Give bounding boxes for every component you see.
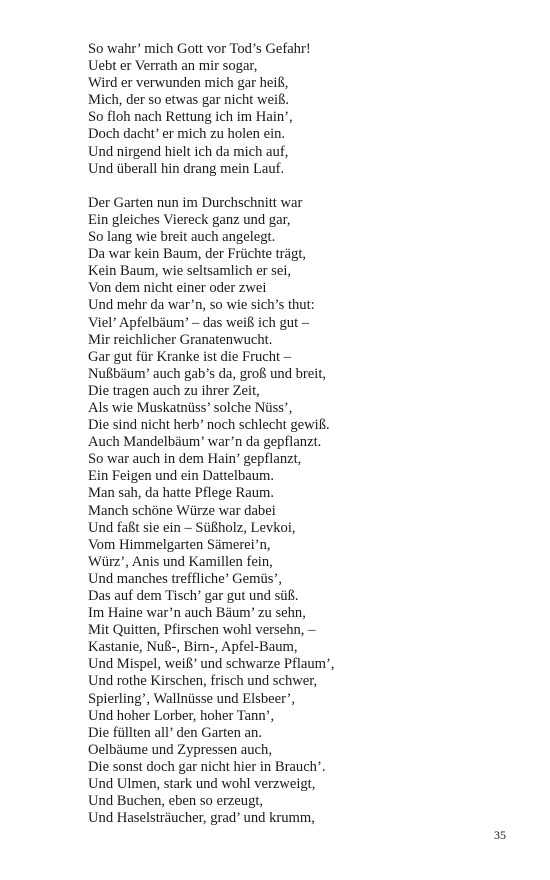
verse-line: Ein Feigen und ein Dattelbaum. [88,468,275,485]
verse-line: Vom Himmelgarten Sämerei’n, [88,536,271,553]
verse-line: Im Haine war’n auch Bäum’ zu sehn, [88,605,306,622]
verse-line: Und faßt sie ein – Süßholz, Levkoi, [88,519,296,536]
verse-line: Und nirgend hielt ich da mich auf, [88,143,289,160]
verse-line: So lang wie breit auch angelegt. [88,229,276,246]
verse-line: Die sonst doch gar nicht hier in Brauch’. [88,758,326,775]
verse-line: Würz’, Anis und Kamillen fein, [88,553,273,570]
verse-line: Und hoher Lorber, hoher Tann’, [88,707,275,724]
verse-line: Viel’ Apfelbäum’ – das weiß ich gut – [88,314,310,331]
verse-line: Mich, der so etwas gar nicht weiß. [88,92,290,109]
verse-line: Der Garten nun im Durchschnitt war [88,194,303,211]
verse-line: So wahr’ mich Gott vor Tod’s Gefahr! [88,41,311,57]
verse-line: Und rothe Kirschen, frisch und schwer, [88,673,318,690]
verse-line: Auch Mandelbäum’ war’n da gepflanzt. [88,434,322,451]
verse-line: So war auch in dem Hain’ gepflanzt, [88,451,302,468]
verse-line: Gar gut für Kranke ist die Frucht – [88,348,292,365]
verse-line: Man sah, da hatte Pflege Raum. [88,485,275,502]
verse-line: So floh nach Rettung ich im Hain’, [88,109,293,126]
verse-line: Uebt er Verrath an mir sogar, [88,58,258,75]
stanza-2 [88,195,528,827]
verse-line: Kastanie, Nuß-, Birn-, Apfel-Baum, [88,639,298,656]
verse-line: Als wie Muskatnüss’ solche Nüss’, [88,399,293,416]
poem-text [88,41,528,827]
verse-line: Und manches treffliche’ Gemüs’, [88,570,282,587]
verse-line: Mit Quitten, Pfirschen wohl versehn, – [88,622,316,639]
verse-line: Und Buchen, eben so erzeugt, [88,793,264,810]
verse-line: Das auf dem Tisch’ gar gut und süß. [88,588,299,604]
verse-line: Da war kein Baum, der Früchte trägt, [88,246,307,263]
verse-line: Und Mispel, weiß’ und schwarze Pflaum’, [88,656,335,673]
verse-line: Und Haselsträucher, grad’ und krumm, [88,810,315,827]
verse-line: Und mehr da war’n, so wie sich’s thut: [88,297,315,314]
verse-line: Wird er verwunden mich gar heiß, [88,75,289,92]
verse-line: Die füllten all’ den Garten an. [88,724,262,741]
verse-line: Oelbäume und Zypressen auch, [88,741,272,758]
verse-line: Spierling’, Wallnüsse und Elsbeer’, [88,690,296,707]
verse-line: Die sind nicht herb’ noch schlecht gewiß. [88,417,330,434]
verse-line: Und Ulmen, stark und wohl verzweigt, [88,776,316,793]
verse-line: Mir reichlicher Granatenwucht. [88,331,273,348]
verse-line: Von dem nicht einer oder zwei [88,280,267,297]
verse-line: Ein gleiches Viereck ganz und gar, [88,211,291,228]
verse-line: Die tragen auch zu ihrer Zeit, [88,382,260,399]
verse-line: Kein Baum, wie seltsamlich er sei, [88,263,292,280]
verse-line: Und überall hin drang mein Lauf. [88,160,285,177]
verse-line: Doch dacht’ er mich zu holen ein. [88,126,286,143]
verse-line: Manch schöne Würze war dabei [88,502,276,519]
page-number: 35 [494,828,506,842]
stanza-1 [88,41,528,178]
verse-line: Nußbäum’ auch gab’s da, groß und breit, [88,365,327,382]
